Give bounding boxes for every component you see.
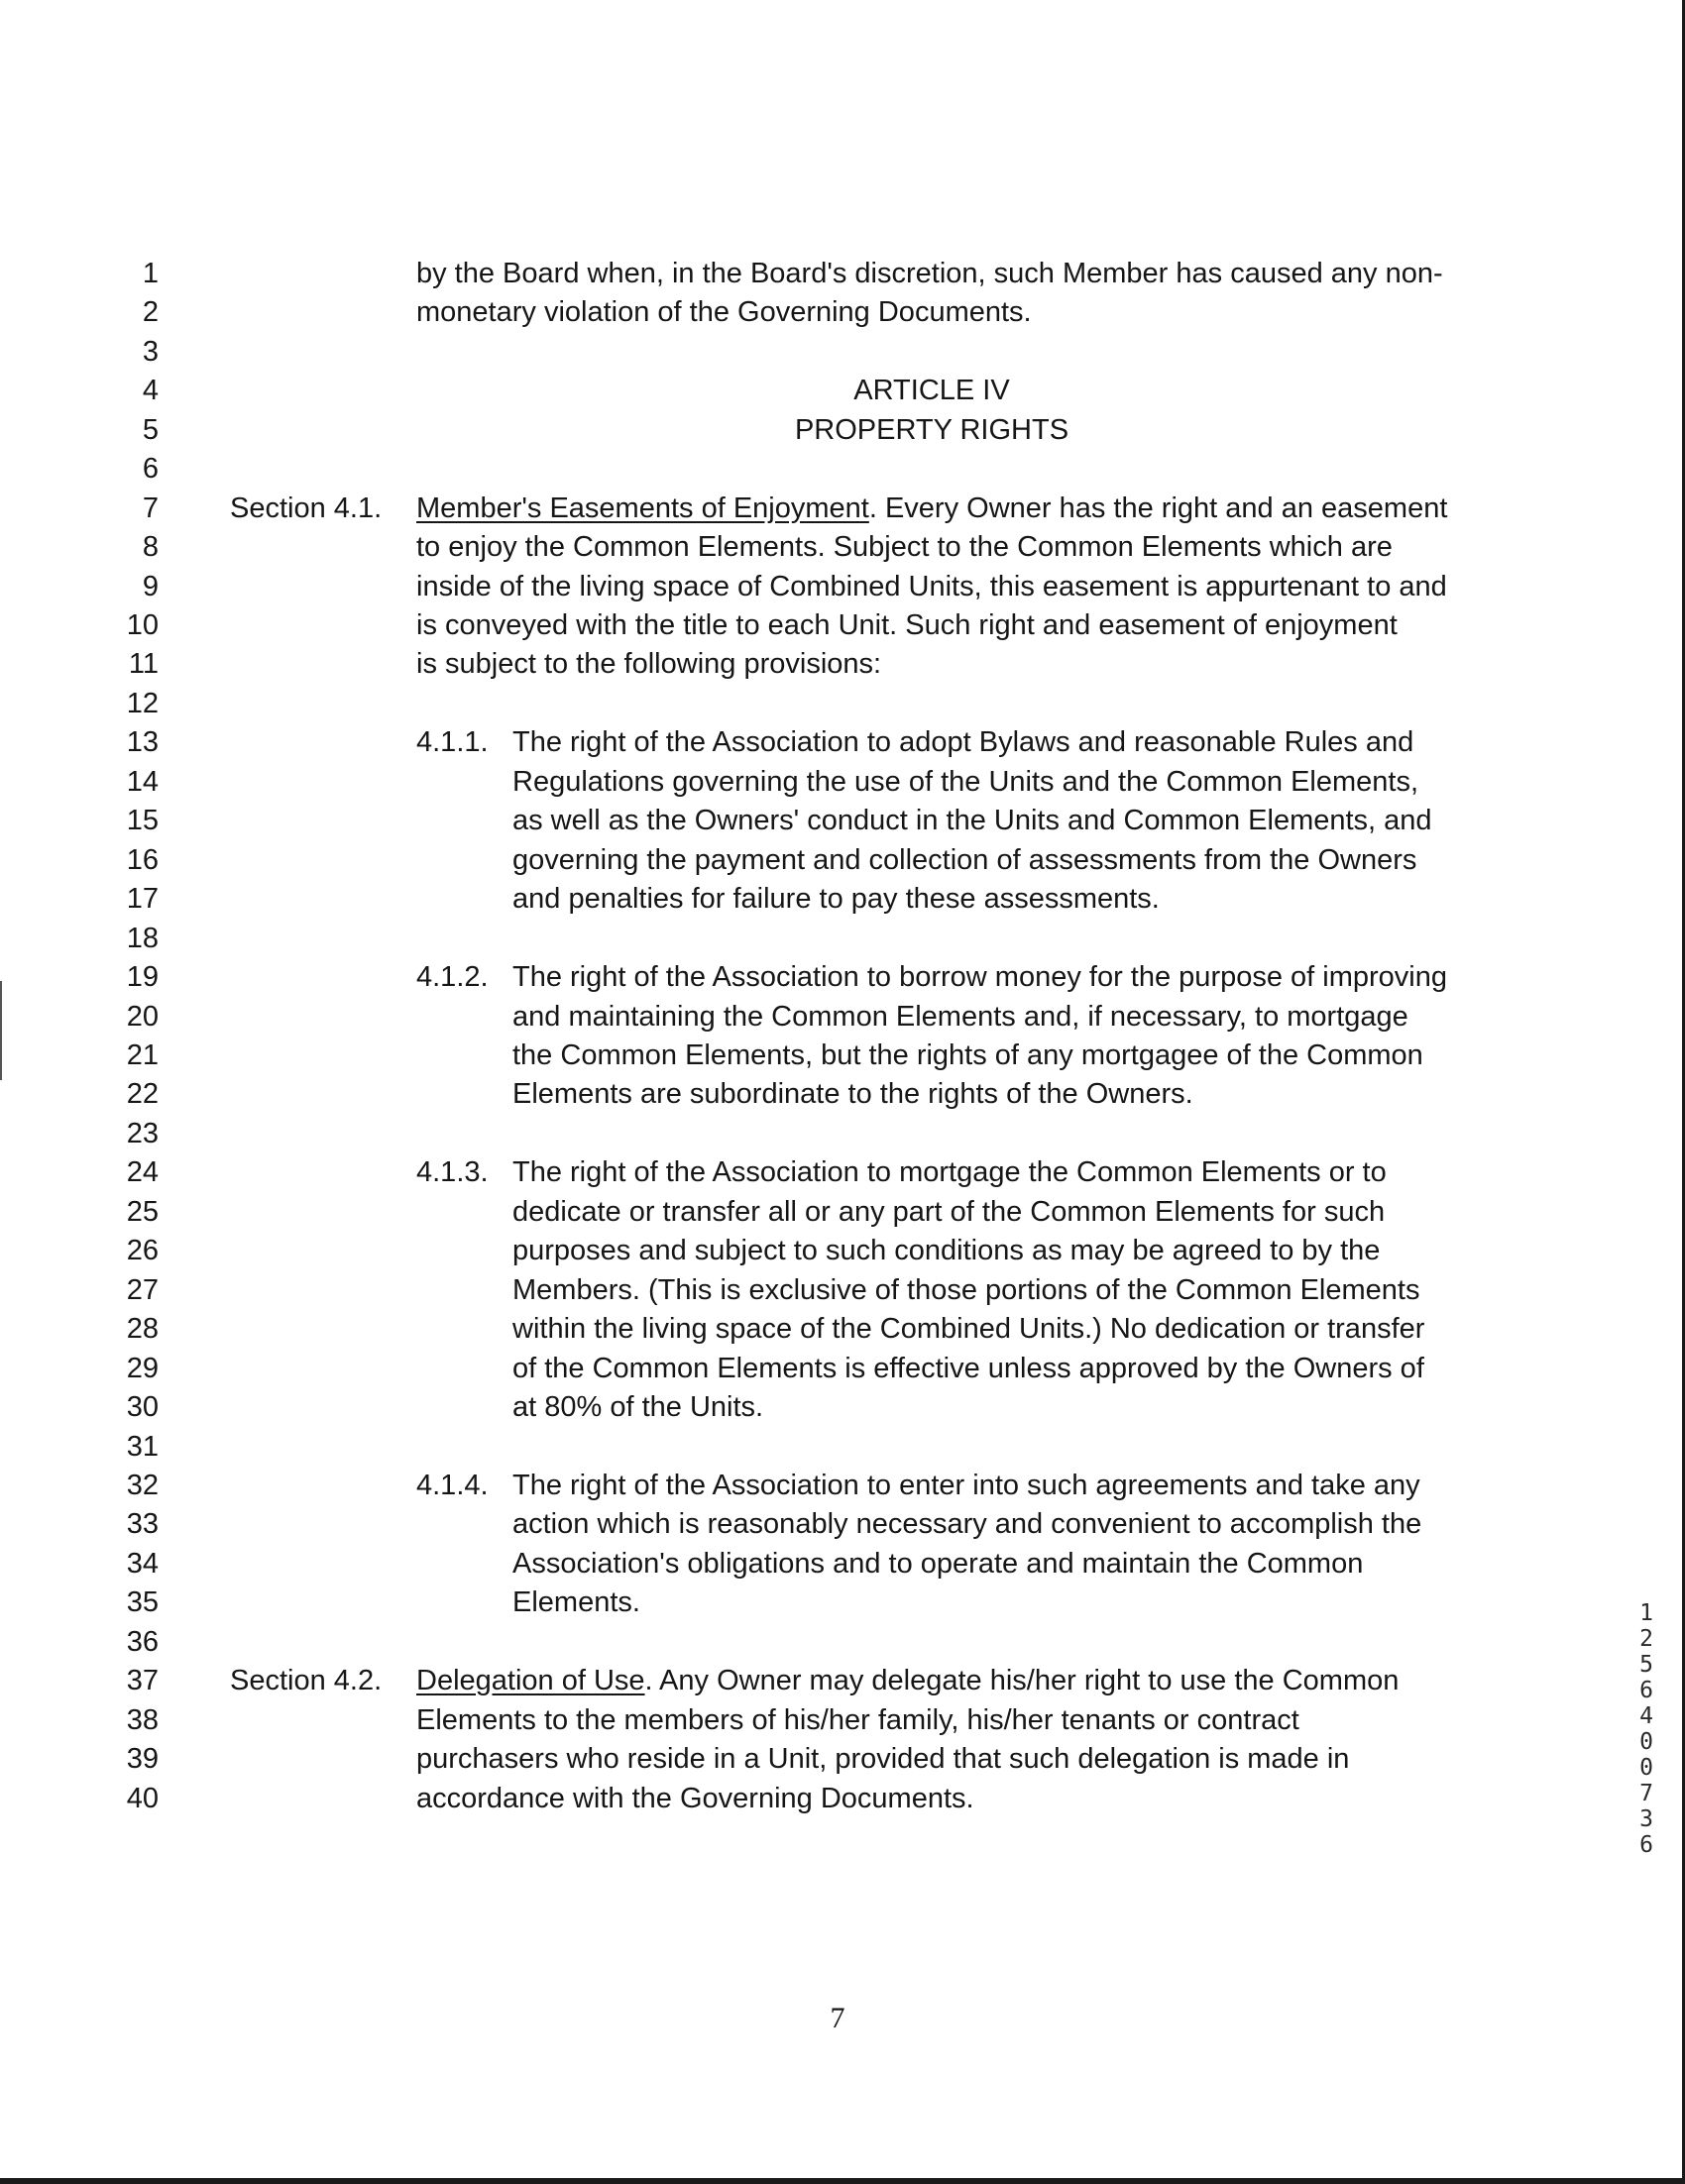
subsection-number: 4.1.2.: [416, 961, 489, 993]
text-line: Elements to the members of his/her family, his/her tenants or contract: [416, 1704, 1299, 1736]
scan-edge-bottom: [0, 2178, 1685, 2184]
text-line: accordance with the Governing Documents.: [416, 1783, 974, 1814]
line-number: 9: [142, 571, 159, 602]
line-number: 2: [142, 296, 159, 328]
line-number: 15: [126, 805, 159, 836]
line-number: 13: [126, 726, 159, 758]
text-line: inside of the living space of Combined Units, this easement is appurtenant to and: [416, 571, 1447, 602]
line-number: 21: [126, 1039, 159, 1071]
subsection-number: 4.1.1.: [416, 726, 489, 758]
scan-artifact: [0, 981, 2, 1080]
line-number: 31: [126, 1431, 159, 1463]
line-number: 8: [142, 531, 159, 563]
section-heading: Delegation of Use: [416, 1665, 645, 1696]
line-number: 30: [126, 1391, 159, 1423]
text-line: action which is reasonably necessary and convenient to accomplish the: [512, 1508, 1422, 1540]
text-line: The right of the Association to enter into such agreements and take any: [512, 1470, 1420, 1501]
line-number: 19: [126, 961, 159, 993]
line-number: 7: [142, 492, 159, 524]
line-number: 38: [126, 1704, 159, 1736]
text-line: is subject to the following provisions:: [416, 648, 882, 680]
text-line: governing the payment and collection of assessments from the Owners: [512, 844, 1417, 876]
line-number: 40: [126, 1783, 159, 1814]
text-line: at 80% of the Units.: [512, 1391, 764, 1423]
line-number: 3: [142, 336, 159, 368]
line-number: 12: [126, 688, 159, 719]
text-line: is conveyed with the title to each Unit. Such right and easement of enjoyment: [416, 609, 1398, 641]
line-number: 37: [126, 1665, 159, 1696]
text-line: The right of the Association to adopt Bylaws and reasonable Rules and: [512, 726, 1414, 758]
line-number: 34: [126, 1548, 159, 1580]
line-number: 11: [128, 648, 159, 680]
text-line: as well as the Owners' conduct in the Units and Common Elements, and: [512, 805, 1432, 836]
article-number: ARTICLE IV: [853, 375, 1010, 406]
line-number: 27: [126, 1274, 159, 1306]
line-number: 24: [126, 1156, 159, 1188]
line-number: 28: [126, 1313, 159, 1345]
line-number: 36: [126, 1626, 159, 1658]
line-number: 32: [126, 1470, 159, 1501]
line-number: 33: [126, 1508, 159, 1540]
line-number: 14: [126, 766, 159, 798]
text-line: within the living space of the Combined Units.) No dedication or transfer: [512, 1313, 1425, 1345]
text-line: purchasers who reside in a Unit, provided that such delegation is made in: [416, 1743, 1350, 1775]
line-number: 23: [126, 1118, 159, 1149]
text-line: by the Board when, in the Board's discretion, such Member has caused any non-: [416, 258, 1443, 289]
section-heading: Member's Easements of Enjoyment: [416, 492, 869, 524]
line-number: 29: [126, 1353, 159, 1384]
line-number: 18: [126, 923, 159, 954]
line-number: 5: [142, 414, 159, 446]
page-number: 7: [830, 2002, 845, 2034]
text-line: dedicate or transfer all or any part of the Common Elements for such: [512, 1196, 1386, 1228]
text-line: and maintaining the Common Elements and, if necessary, to mortgage: [512, 1001, 1408, 1033]
section-first-line: [416, 491, 1447, 526]
line-number: 16: [126, 844, 159, 876]
section-label: Section 4.1.: [230, 492, 383, 524]
text-line: Members. (This is exclusive of those portions of the Common Elements: [512, 1274, 1420, 1306]
section-first-line-rest: . Every Owner has the right and an easement: [868, 492, 1448, 524]
line-number: 20: [126, 1001, 159, 1033]
section-first-line-rest: . Any Owner may delegate his/her right to use the Common: [644, 1665, 1400, 1696]
line-number: 4: [142, 375, 159, 406]
text-line: purposes and subject to such conditions as may be agreed to by the: [512, 1235, 1381, 1266]
text-line: to enjoy the Common Elements. Subject to the Common Elements which are: [416, 531, 1393, 563]
text-line: Elements are subordinate to the rights of the Owners.: [512, 1078, 1193, 1110]
line-number: 17: [126, 883, 159, 915]
line-number: 25: [126, 1196, 159, 1228]
line-number: 22: [126, 1078, 159, 1110]
text-line: Elements.: [512, 1586, 640, 1618]
text-line: Association's obligations and to operate and maintain the Common: [512, 1548, 1364, 1580]
text-line: The right of the Association to borrow money for the purpose of improving: [512, 961, 1447, 993]
text-line: The right of the Association to mortgage the Common Elements or to: [512, 1156, 1387, 1188]
line-number: 26: [126, 1235, 159, 1266]
text-line: Regulations governing the use of the Units and the Common Elements,: [512, 766, 1419, 798]
text-line: the Common Elements, but the rights of any mortgagee of the Common: [512, 1039, 1423, 1071]
line-number: 39: [126, 1743, 159, 1775]
line-number: 6: [142, 453, 159, 485]
subsection-number: 4.1.4.: [416, 1470, 489, 1501]
text-line: and penalties for failure to pay these assessments.: [512, 883, 1160, 915]
section-label: Section 4.2.: [230, 1665, 383, 1696]
line-number: 10: [126, 609, 159, 641]
section-first-line: [416, 1663, 1399, 1698]
text-line: of the Common Elements is effective unless approved by the Owners of: [512, 1353, 1424, 1384]
text-line: monetary violation of the Governing Documents.: [416, 296, 1032, 328]
line-number: 35: [126, 1586, 159, 1618]
article-title: PROPERTY RIGHTS: [794, 414, 1069, 446]
margin-stamp: 12564 00736: [1639, 1600, 1653, 1858]
line-number: 1: [142, 258, 159, 289]
subsection-number: 4.1.3.: [416, 1156, 489, 1188]
